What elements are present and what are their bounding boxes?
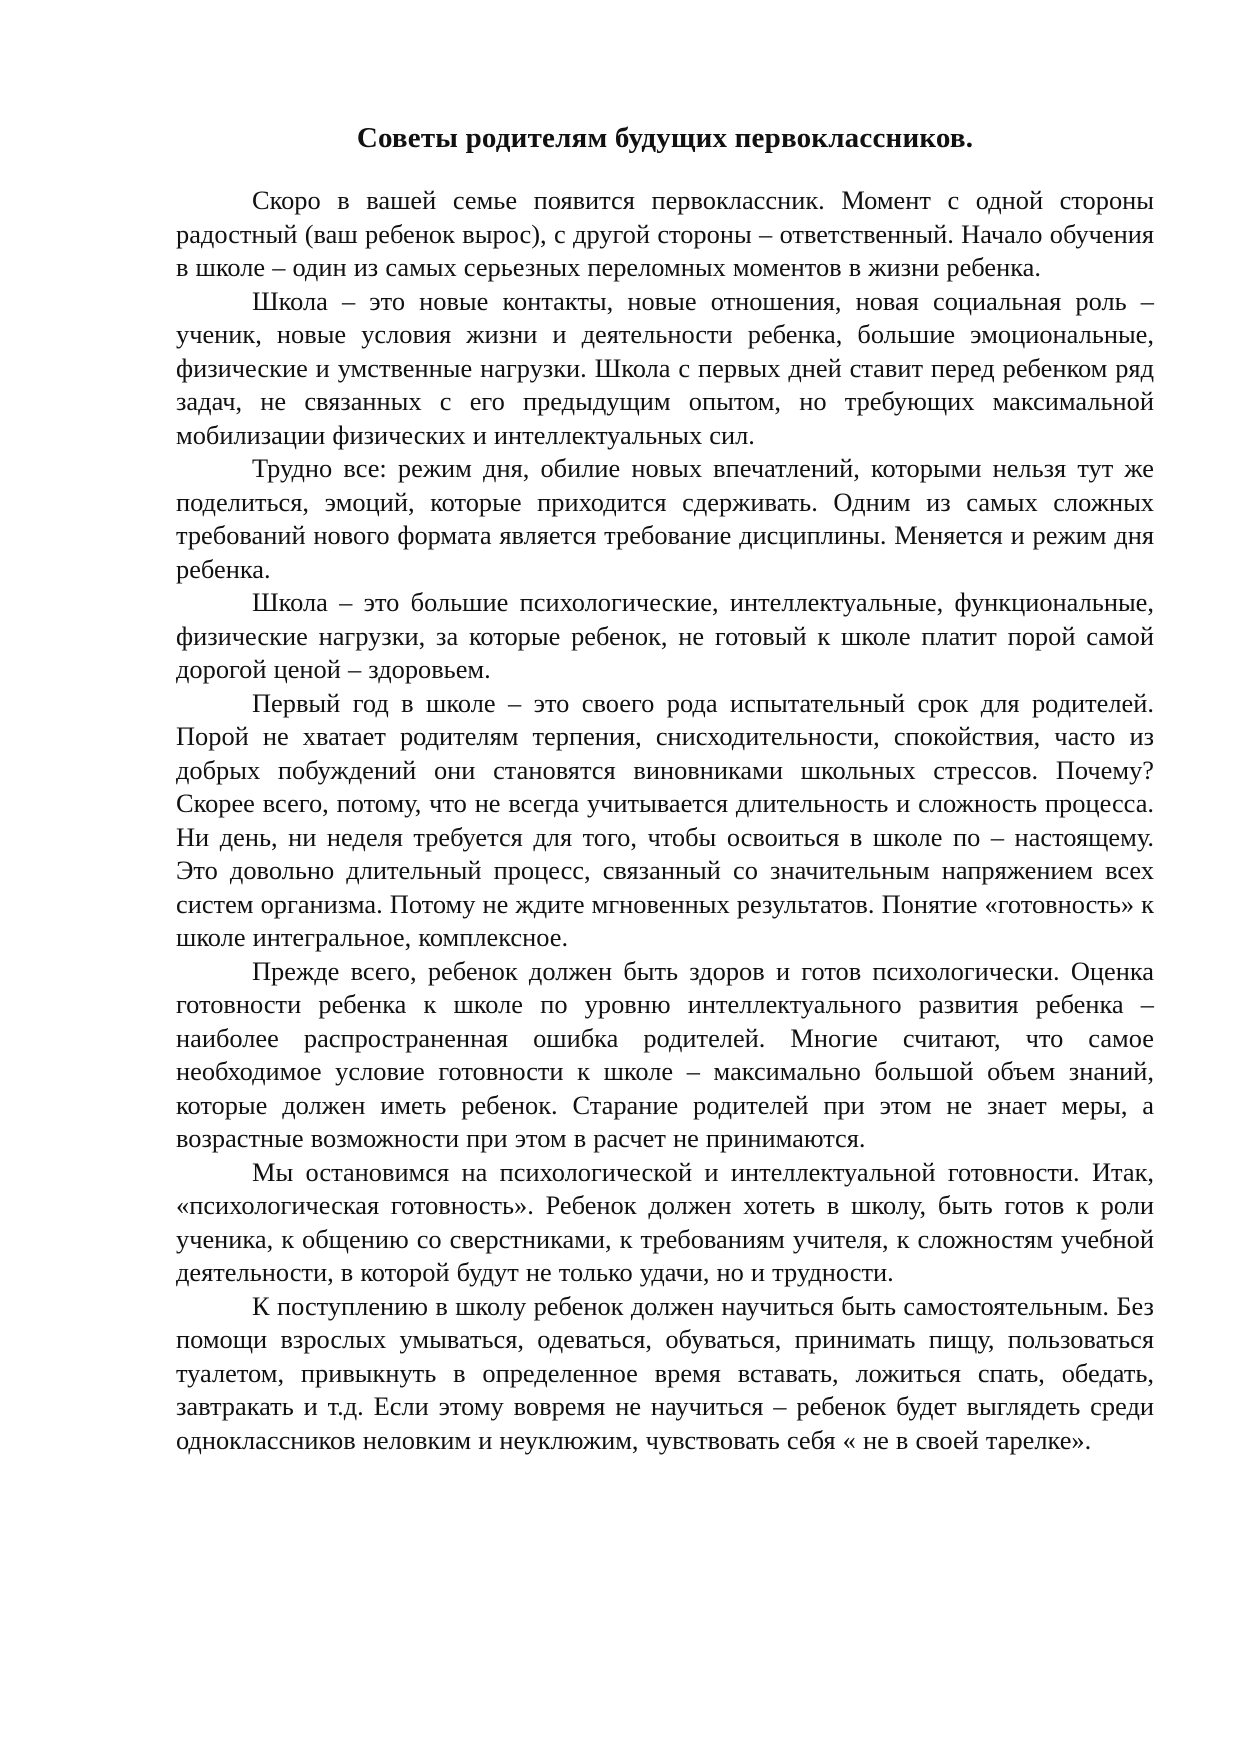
paragraph-8: К поступлению в школу ребенок должен научиться быть самостоятельным. Без помощи взрослых умываться, одеваться, обуваться, принимать пищу, пользоваться туалетом, привыкнуть в определенное время вставать, ложиться спать, обедать, завтракать и т.д. Если этому вовремя не научиться – ребенок будет выглядеть среди одноклассников неловким и неуклюжим, чувствовать себя « не в своей тарелке». bbox=[176, 1290, 1154, 1455]
document-title: Советы родителям будущих первоклассников. bbox=[356, 122, 974, 154]
paragraph-6: Прежде всего, ребенок должен быть здоров и готов психологически. Оценка готовности ребенка к школе по уровню интеллектуального развития ребенка – наиболее распространенная ошибка родителей. Многие считают, что самое необходимое условие готовности к школе – максимально большой объем знаний, которые должен иметь ребенок. Старание родителей при этом не знает меры, а возрастные возможности при этом в расчет не принимаются. bbox=[176, 955, 1154, 1153]
document-body bbox=[176, 184, 1154, 1457]
paragraph-7: Мы остановимся на психологической и интеллектуальной готовности. Итак, «психологическая готовность». Ребенок должен хотеть в школу, быть готов к роли ученика, к общению со сверстниками, к требованиям учителя, к сложностям учебной деятельности, в которой будут не только удачи, но и трудности. bbox=[176, 1156, 1154, 1287]
paragraph-3: Трудно все: режим дня, обилие новых впечатлений, которыми нельзя тут же поделиться, эмоций, которые приходится сдерживать. Одним из самых сложных требований нового формата является требование дисциплины. Меняется и режим дня ребенка. bbox=[176, 453, 1154, 584]
paragraph-2: Школа – это новые контакты, новые отношения, новая социальная роль – ученик, новые условия жизни и деятельности ребенка, большие эмоциональные, физические и умственные нагрузки. Школа с первых дней ставит перед ребенком ряд задач, не связанных с его предыдущим опытом, но требующих максимальной мобилизации физических и интеллектуальных сил. bbox=[176, 285, 1154, 450]
paragraph-5: Первый год в школе – это своего рода испытательный срок для родителей. Порой не хватает родителям терпения, снисходительности, спокойствия, часто из добрых побуждений они становятся виновниками школьных стрессов. Почему? Скорее всего, потому, что не всегда учитывается длительность и сложность процесса. Ни день, ни неделя требуется для того, чтобы освоиться в школе по – настоящему. Это довольно длительный процесс, связанный со значительным напряжением всех систем организма. Потому не ждите мгновенных результатов. Понятие «готовность» к школе интегральное, комплексное. bbox=[176, 687, 1154, 952]
paragraph-1: Скоро в вашей семье появится первоклассник. Момент с одной стороны радостный (ваш ребенок вырос), с другой стороны – ответственный. Начало обучения в школе – один из самых серьезных переломных моментов в жизни ребенка. bbox=[176, 185, 1154, 282]
paragraph-4: Школа – это большие психологические, интеллектуальные, функциональные, физические нагрузки, за которые ребенок, не готовый к школе платит порой самой дорогой ценой – здоровьем. bbox=[176, 587, 1154, 684]
